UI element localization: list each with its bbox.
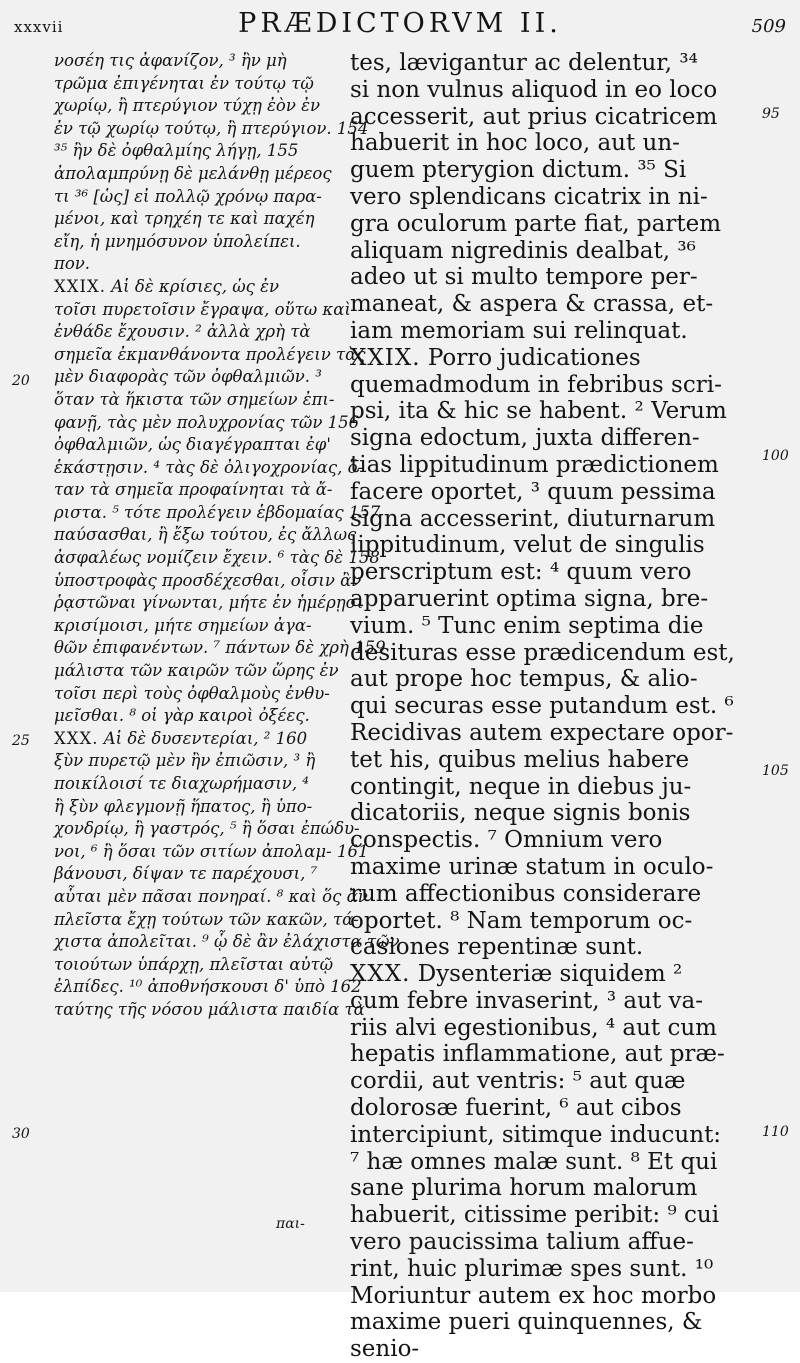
greek-text-line: ταν τὰ σημεῖα προφαίνηται τὰ ἄ- [54,480,333,500]
latin-text-line: contingit, neque in diebus ju- [350,773,692,800]
latin-text-line: tias lippitudinum prædictionem [350,451,719,478]
latin-text-line: rint, huic plurimæ spes sunt. ¹⁰ [350,1255,714,1282]
latin-text-line: quemadmodum in febribus scri- [350,371,722,398]
greek-text-line: κρισίμοισι, μήτε σημείων ἀγα- [54,615,312,635]
greek-text-line: μάλιστα τῶν καιρῶν τῶν ὥρης ἐν [54,661,339,681]
section-number: XXX. [54,728,99,748]
margin-line-number-20: 20 [12,373,30,389]
catchword: παι- [276,1216,305,1232]
greek-text-line: τρῶμα ἐπιγένηται ἐν τούτῳ τῷ [54,73,314,93]
greek-text-line: μὲν διαφορὰς τῶν ὀφθαλμιῶν. ³ [54,367,322,387]
latin-text-line: conspectis. ⁷ Omnium vero [350,827,663,854]
greek-text-line: σημεῖα ἐκμανθάνοντα προλέγειν τὰς [54,344,366,364]
section-number: XXIX. [54,276,107,296]
latin-text-line: aliquam nigredinis dealbat, ³⁶ [350,237,696,264]
header-title: PRÆDICTORVM II. [238,8,562,39]
greek-text-line: ὅταν τὰ ἥκιστα τῶν σημείων ἐπι- [54,389,335,409]
latin-text-line: dolorosæ fuerint, ⁶ aut cibos [350,1095,682,1122]
latin-text-line: ⁷ hæ omnes malæ sunt. ⁸ Et qui [350,1148,718,1175]
latin-text-line: signa edoctum, juxta differen- [350,425,700,452]
greek-text-line: μεῖσθαι. ⁸ οἱ γὰρ καιροὶ ὀξέες. [54,706,310,726]
greek-text-line: ἐλπίδες. ¹⁰ ἀποθνήσκουσι δ' ὑπὸ 162 [54,977,362,997]
latin-text-line: maneat, & aspera & crassa, et- [350,291,714,318]
latin-text-line: Moriuntur autem ex hoc morbo [350,1282,717,1309]
greek-text-line: μένοι, καὶ τρηχέη τε καὶ παχέη [54,209,315,229]
greek-text-line: ἐνθάδε ἔχουσιν. ² ἀλλὰ χρὴ τὰ [54,322,311,342]
latin-text-line: si non vulnus aliquod in eo loco [350,76,718,103]
greek-text-line: ἢ ξὺν φλεγμονῇ ἥπατος, ἢ ὑπο- [54,796,313,816]
latin-text-line: senio- [350,1336,420,1363]
latin-text-column [350,50,762,1363]
margin-line-number-25: 25 [12,733,30,749]
greek-text-line: παύσασθαι, ἢ ἔξω τούτου, ἐς ἄλλως [54,525,357,545]
greek-text-line: χονδρίῳ, ἢ γαστρός, ⁵ ἢ ὅσαι ἐπώδυ- [54,819,360,839]
latin-text-line: tes, lævigantur ac delentur, ³⁴ [350,50,698,76]
margin-line-number-30: 30 [12,1126,30,1142]
greek-text-line: ἐν τῷ χωρίῳ τούτῳ, ἢ πτερύγιον. 154 [54,118,369,138]
latin-text-line: cordii, aut ventris: ⁵ aut quæ [350,1068,686,1095]
greek-text-line: ριστα. ⁵ τότε προλέγειν ἑβδομαίας 157 [54,502,381,522]
greek-text-line: ὀφθαλμιῶν, ὡς διαγέγραπται ἐφ' [54,435,331,455]
latin-text-line: facere oportet, ³ quum pessima [350,478,716,505]
greek-text-line: εἴη, ἡ μνημόσυνον ὑπολείπει. [54,231,301,251]
latin-text-line: intercipiunt, sitimque inducunt: [350,1121,722,1148]
latin-text-line: XXIX. Porro judicationes [350,344,641,371]
margin-note-95: 95 [762,106,780,122]
section-number: XXIX. [350,344,421,371]
latin-text-line: iam memoriam sui relinquat. [350,317,688,344]
latin-text-line: maxime urinæ statum in oculo- [350,853,714,880]
greek-text-line: XXX. Αἱ δὲ δυσεντερίαι, ² 160 [54,728,308,748]
greek-text-line: αὗται μὲν πᾶσαι πονηραί. ⁸ καὶ ὅς ἂν [54,886,368,906]
latin-text-line: tet his, quibus melius habere [350,746,690,773]
margin-note-100: 100 [762,448,789,464]
latin-text-line: guem pterygion dictum. ³⁵ Si [350,157,687,184]
latin-text-line: adeo ut si multo tempore per- [350,264,698,291]
page-number: 509 [751,16,786,37]
latin-text-line: XXX. Dysenteriæ siquidem ² [350,961,683,988]
greek-text-line: τοῖσι περὶ τοὺς ὀφθαλμοὺς ἐνθυ- [54,683,330,703]
greek-text-line: βάνουσι, δίψαν τε παρέχουσι, ⁷ [54,864,318,884]
latin-text-line: apparuerint optima signa, bre- [350,585,709,612]
latin-text-line: habuerit in hoc loco, aut un- [350,130,680,157]
greek-text-line: νοσέη τις ἀφανίζον, ³ ἢν μὴ [54,51,287,70]
greek-text-line: τοῖσι πυρετοῖσιν ἔγραψα, οὕτω καὶ [54,299,351,319]
latin-text-line: maxime pueri quinquennes, & [350,1309,703,1336]
latin-text-line: perscriptum est: ⁴ quum vero [350,559,692,586]
running-header [0,8,800,48]
greek-text-line: τοιούτων ὑπάρχῃ, πλεῖσται αὐτῷ [54,954,334,974]
latin-text-line: signa accesserint, diuturnarum [350,505,716,532]
greek-text-line: θῶν ἐπιφανέντων. ⁷ πάντων δὲ χρὴ 159 [54,638,386,658]
greek-text-line: πλεῖστα ἔχῃ τούτων τῶν κακῶν, τά- [54,909,359,929]
latin-text-line: vero splendicans cicatrix in ni- [350,183,708,210]
greek-text-line: τι ³⁶ [ὡς] εἰ πολλῷ χρόνῳ παρα- [54,186,322,206]
greek-text-line: ταύτης τῆς νόσου μάλιστα παιδία τὰ [54,999,365,1019]
greek-text-line: XXIX. Αἱ δὲ κρίσιες, ὡς ἐν [54,276,280,296]
greek-text-column [54,50,400,1022]
latin-text-line: rum affectionibus considerare [350,880,702,907]
latin-text-line: casiones repentinæ sunt. [350,934,644,961]
latin-text-line: gra oculorum parte fiat, partem [350,210,722,237]
margin-note-110: 110 [762,1124,789,1140]
greek-text-line: ὑποστροφὰς προσδέχεσθαι, οἷσιν ἂν [54,570,362,590]
latin-text-line: hepatis inflammatione, aut præ- [350,1041,725,1068]
greek-text-line: ξὺν πυρετῷ μὲν ἢν ἐπιῶσιν, ³ ἢ [54,751,316,771]
latin-text-line: qui securas esse putandum est. ⁶ [350,693,734,720]
margin-note-105: 105 [762,763,789,779]
latin-text-line: cum febre invaserint, ³ aut va- [350,987,703,1014]
section-number: XXX. [350,961,411,988]
header-section-number: xxxvii [14,18,64,36]
latin-text-line: Recidivas autem expectare opor- [350,719,734,746]
latin-text-line: vium. ⁵ Tunc enim septima die [350,612,704,639]
greek-text-line: ἀσφαλέως νομίζειν ἔχειν. ⁶ τὰς δὲ 158 [54,548,380,568]
greek-text-line: ῥᾳστῶναι γίνωνται, μήτε ἐν ἡμέρῃσι [54,593,364,613]
latin-text-line: lippitudinum, velut de singulis [350,532,705,559]
latin-text-line: psi, ita & hic se habent. ² Verum [350,398,727,425]
greek-text-line: ἀπολαμπρύνῃ δὲ μελάνθῃ μέρεος [54,163,332,183]
greek-text-line: χωρίῳ, ἢ πτερύγιον τύχῃ ἐὸν ἐν [54,96,321,116]
greek-text-line: ἑκάστῃσιν. ⁴ τὰς δὲ ὀλιγοχρονίας, ὅ- [54,457,364,477]
latin-text-line: habuerit, citissime peribit: ⁹ cui [350,1202,720,1229]
latin-text-line: vero paucissima talium affue- [350,1229,694,1256]
latin-text-line: oportet. ⁸ Nam temporum oc- [350,907,693,934]
greek-text-line: πον. [54,254,91,274]
greek-text-line: ³⁵ ἢν δὲ ὀφθαλμίης λήγῃ, 155 [54,141,299,161]
latin-text-line: desituras esse prædicendum est, [350,639,735,666]
latin-text-line: aut prope hoc tempus, & alio- [350,666,698,693]
greek-text-line: ποικίλοισί τε διαχωρήμασιν, ⁴ [54,774,309,793]
greek-text-line: νοι, ⁶ ἢ ὅσαι τῶν σιτίων ἀπολαμ- 161 [54,841,369,861]
greek-text-line: χιστα ἀπολεῖται. ⁹ ᾧ δὲ ἂν ἐλάχιστα τῶν [54,932,400,952]
latin-text-line: riis alvi egestionibus, ⁴ aut cum [350,1014,717,1041]
latin-text-line: dicatoriis, neque signis bonis [350,800,691,827]
greek-text-line: φανῇ, τὰς μὲν πολυχρονίας τῶν 156 [54,412,360,432]
latin-text-line: accesserit, aut prius cicatricem [350,103,718,130]
latin-text-line: sane plurima horum malorum [350,1175,698,1202]
